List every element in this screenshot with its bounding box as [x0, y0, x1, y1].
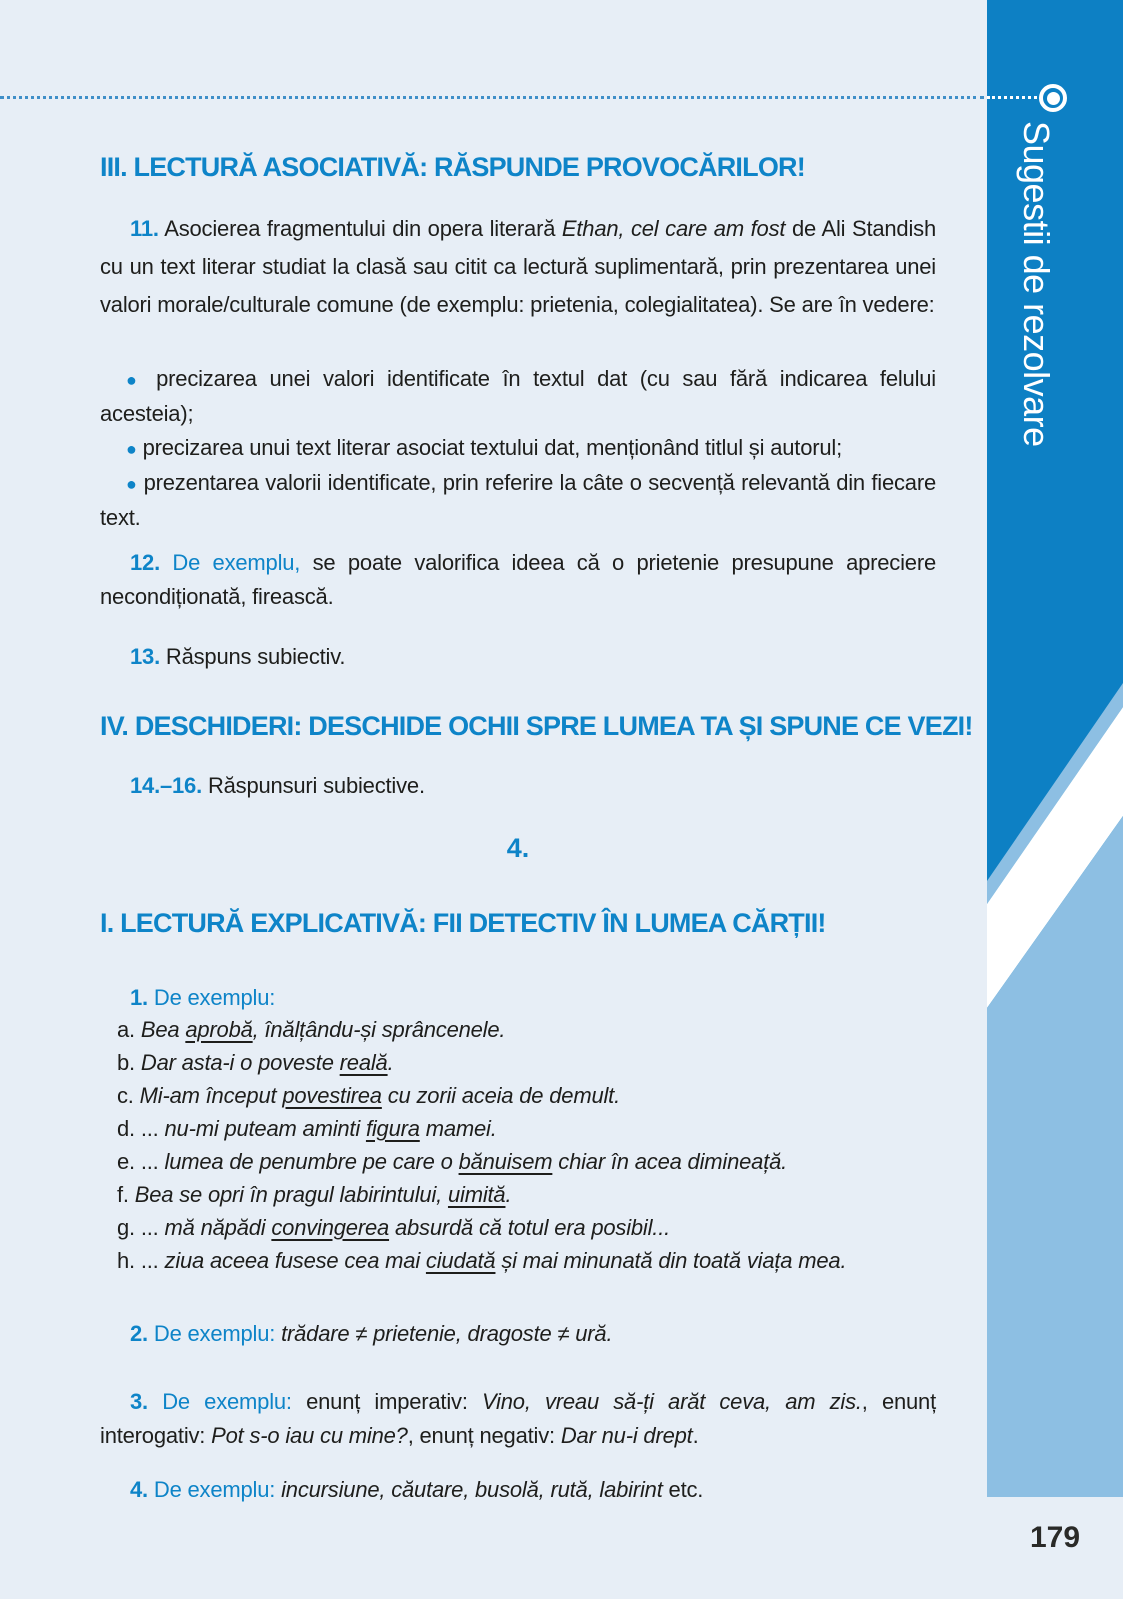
sidebar-title: Sugestii de rezolvare — [1016, 121, 1057, 447]
answer-number: 14.–16. — [130, 773, 203, 798]
bullet-list — [100, 362, 936, 535]
item-prefix: a. — [117, 1017, 141, 1042]
item-text: cu zorii aceia de demult. — [381, 1083, 620, 1108]
example-lead: De exemplu: — [153, 1321, 276, 1346]
underlined-word: convingerea — [271, 1215, 390, 1240]
item-prefix: b. — [117, 1050, 141, 1075]
bullet-text: prezentarea valorii identificate, prin referire la câte o secvență relevantă din fiecare text. — [100, 470, 936, 530]
example-4 — [100, 1473, 936, 1507]
item-text: ziua aceea fusese cea mai — [164, 1248, 426, 1273]
underlined-word: ciudată — [425, 1248, 496, 1273]
section-heading-iii: III. LECTURĂ ASOCIATIVĂ: RĂSPUNDE PROVOCĂRILOR! — [100, 152, 805, 182]
answer-number: 12. — [130, 550, 160, 575]
paragraph-14-16 — [100, 769, 936, 803]
bullet-text: precizarea unei valori identificate în textul dat (cu sau fără indicarea felului acesteia); — [100, 366, 936, 426]
task-number-divider: 4. — [506, 833, 530, 863]
bullseye-icon — [1039, 84, 1067, 112]
answer-number: 3. — [130, 1389, 148, 1414]
quoted-sentence: Pot s-o iau cu mine? — [211, 1423, 408, 1448]
answer-number: 11. — [130, 216, 159, 241]
section-heading-i: I. LECTURĂ EXPLICATIVĂ: FII DETECTIV ÎN LUMEA CĂRȚII! — [100, 908, 826, 938]
item-text: nu-mi puteam aminti — [164, 1116, 366, 1141]
item-prefix: e. ... — [117, 1149, 165, 1174]
example-item-a — [117, 1013, 936, 1046]
underlined-word: povestirea — [282, 1083, 382, 1108]
paragraph-13 — [100, 640, 936, 674]
page-number: 179 — [1029, 1521, 1081, 1554]
example-item-e — [117, 1145, 936, 1178]
example-lead: De exemplu: — [153, 1477, 276, 1502]
example-item-h — [117, 1244, 936, 1277]
example-text: enunț imperativ: — [306, 1389, 482, 1414]
underlined-word: uimită — [447, 1182, 506, 1207]
underlined-word: reală — [339, 1050, 388, 1075]
item-prefix: g. ... — [117, 1215, 165, 1240]
example-1-lead — [100, 981, 936, 1015]
paragraph-text: Asocierea fragmentului din opera literară — [164, 216, 562, 241]
item-text: lumea de penumbre pe care o — [164, 1149, 459, 1174]
bullet-item — [100, 431, 936, 466]
answer-number: 13. — [130, 644, 160, 669]
book-title: Ethan, cel care am fost — [561, 216, 786, 241]
example-item-f — [117, 1178, 936, 1211]
underlined-word: figura — [365, 1116, 420, 1141]
bullseye-dot-icon — [1047, 92, 1060, 105]
paragraph-text: se poate valorifica ideea că o prietenie presupune apreciere necondiționată, firească. — [100, 550, 936, 609]
underlined-word: bănuisem — [458, 1149, 553, 1174]
example-2 — [100, 1317, 936, 1351]
sidebar-band — [987, 0, 1123, 1497]
example-item-d — [117, 1112, 936, 1145]
example-text: , enunț negativ: — [407, 1423, 561, 1448]
dotted-rule-on-band — [987, 96, 1037, 99]
item-text: . — [505, 1182, 512, 1207]
example-text: trădare ≠ prietenie, dragoste ≠ ură. — [281, 1321, 613, 1346]
paragraph-12 — [100, 546, 936, 614]
paragraph-text: Răspunsuri subiective. — [207, 773, 425, 798]
paragraph-text: Răspuns subiectiv. — [165, 644, 346, 669]
example-lead: De exemplu, — [172, 550, 301, 575]
item-text: Mi-am început — [139, 1083, 283, 1108]
example-item-list — [100, 1013, 936, 1277]
item-text: mă năpădi — [164, 1215, 272, 1240]
example-item-b — [117, 1046, 936, 1079]
example-words: incursiune, căutare, busolă, rută, labirint — [281, 1477, 663, 1502]
example-lead: De exemplu: — [162, 1389, 292, 1414]
example-text: , enunț interogativ: — [100, 1389, 936, 1448]
underlined-word: aprobă — [185, 1017, 253, 1042]
bullet-dot-icon: ● — [126, 474, 138, 494]
answer-number: 2. — [130, 1321, 148, 1346]
quoted-sentence: Dar nu-i drept — [560, 1423, 693, 1448]
item-text: . — [387, 1050, 394, 1075]
item-prefix: f. — [117, 1182, 135, 1207]
item-text: și mai minunată din toată viața mea. — [495, 1248, 847, 1273]
bullet-text: precizarea unui text literar asociat textului dat, menționând titlul și autorul; — [142, 435, 842, 460]
quoted-sentence: Vino, vreau să-ți arăt ceva, am zis. — [481, 1389, 862, 1414]
example-lead: De exemplu: — [153, 985, 276, 1010]
answer-number: 1. — [130, 985, 148, 1010]
item-text: Bea — [140, 1017, 186, 1042]
example-item-g — [117, 1211, 936, 1244]
item-text: mamei. — [419, 1116, 497, 1141]
item-prefix: c. — [117, 1083, 140, 1108]
paragraph-11 — [100, 210, 936, 324]
item-text: Dar asta-i o poveste — [140, 1050, 340, 1075]
bullet-item — [100, 362, 936, 431]
item-text: chiar în acea dimineață. — [552, 1149, 788, 1174]
paragraph-text: de Ali Standish cu un text literar studiat la clasă sau citit ca lectură suplimentară, prin prezentarea unei valori morale/culturale comune (de exemplu: prietenia, colegialitatea). Se are în vedere: — [100, 216, 936, 317]
section-heading-iv: IV. DESCHIDERI: DESCHIDE OCHII SPRE LUMEA TA ȘI SPUNE CE VEZI! — [100, 711, 973, 741]
item-text: , înălțându-și sprâncenele. — [252, 1017, 506, 1042]
item-prefix: d. ... — [117, 1116, 165, 1141]
dotted-rule — [0, 96, 984, 99]
example-text: . — [692, 1423, 699, 1448]
bullet-item — [100, 466, 936, 535]
answer-number: 4. — [130, 1477, 148, 1502]
bullet-dot-icon: ● — [126, 370, 144, 390]
item-text: absurdă că totul era posibil... — [389, 1215, 671, 1240]
item-prefix: h. ... — [117, 1248, 165, 1273]
example-text: etc. — [662, 1477, 704, 1502]
example-3 — [100, 1385, 936, 1453]
item-text: Bea se opri în pragul labirintului, — [134, 1182, 448, 1207]
bullet-dot-icon: ● — [126, 439, 137, 459]
example-item-c — [117, 1079, 936, 1112]
